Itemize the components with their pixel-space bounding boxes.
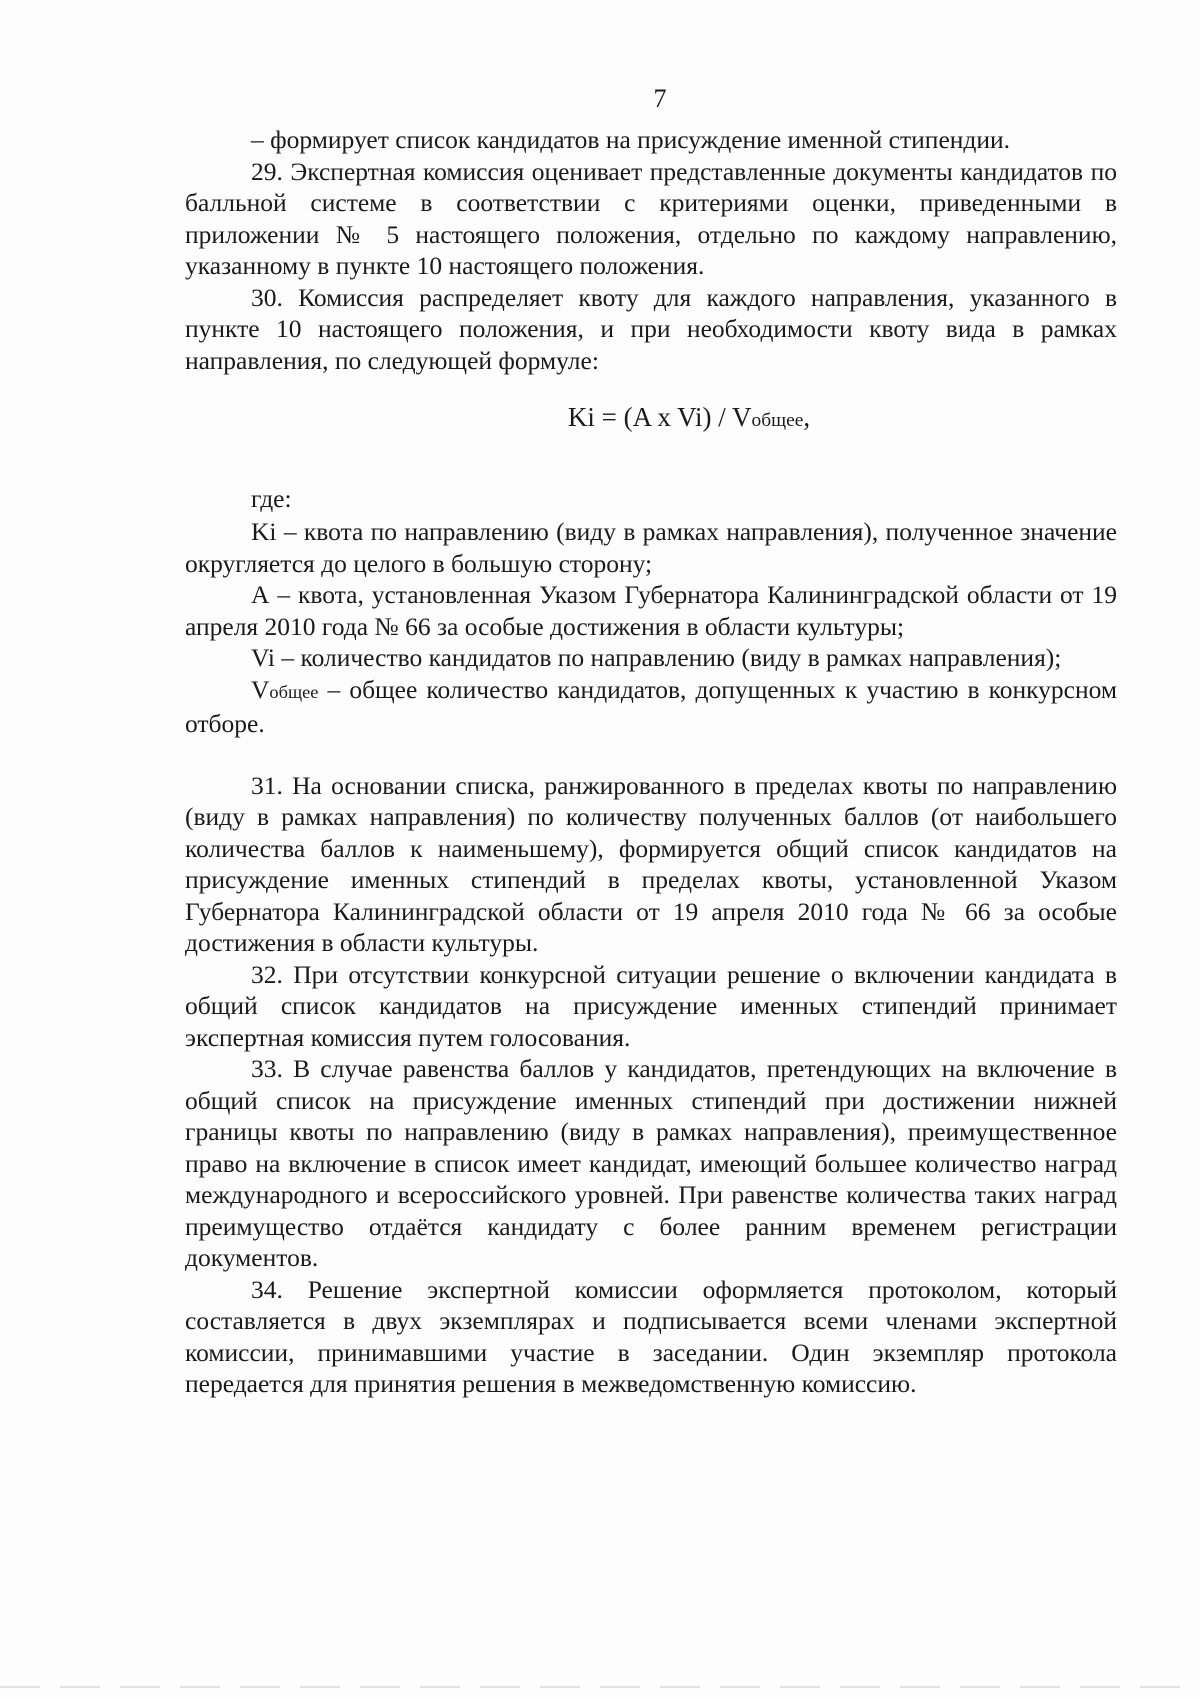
- paragraph-34: 34. Решение экспертной комиссии оформляется протоколом, который составляется в двух экземплярах и подписывается всеми членами экспертной комиссии, принимавшими участие в заседании. Один экземпляр протокола передается для принятия решения в межведомственную комиссию.: [185, 1274, 1117, 1398]
- paragraph-gap: [185, 740, 1117, 770]
- quota-formula: [185, 402, 1117, 437]
- definition-vobshee: [185, 674, 1117, 740]
- definition-vi: Vi – количество кандидатов по направлению (виду в рамках направления);: [251, 643, 1062, 672]
- paragraph-29: 29. Экспертная комиссия оценивает представленные документы кандидатов по балльной системе в соответствии с критериями оценки, приведенными в приложении № 5 настоящего положения, отдельно по каждому направлению, указанному в пункте 10 настоящего положения.: [185, 156, 1117, 280]
- vobshee-subscript: общее: [269, 681, 319, 702]
- paragraph-30: 30. Комиссия распределяет квоту для каждого направления, указанного в пункте 10 настоящего положения, и при необходимости квоту вида в рамках направления, по следующей формуле:: [185, 282, 1117, 375]
- definition-a: А – квота, установленная Указом Губернатора Калининградской области от 19 апреля 2010 года № 66 за особые достижения в области культуры;: [185, 580, 1117, 641]
- formula-subscript: общее: [751, 410, 804, 431]
- paragraph-31: 31. На основании списка, ранжированного в пределах квоты по направлению (виду в рамках направления) по количеству полученных баллов (от наибольшего количества баллов к наименьшему), формируется общий список кандидатов на присуждение именных стипендий в пределах квоты, установленной Указом Губернатора Калининградской области от 19 апреля 2010 года № 66 за особые достижения в области культуры.: [185, 770, 1117, 957]
- vobshee-symbol: V: [251, 674, 270, 704]
- page-number: 7: [653, 84, 667, 113]
- paragraph-33: 33. В случае равенства баллов у кандидатов, претендующих на включение в общий список на присуждение именных стипендий при достижении нижней границы квоты по направлению (виду в рамках направления), преимущественное право на включение в список имеет кандидат, имеющий большее количество наград международного и всероссийского уровней. При равенстве количества таких наград преимущество отдаётся кандидату с более ранним временем регистрации документов.: [185, 1054, 1117, 1272]
- where-label: где:: [251, 483, 292, 513]
- document-body: [185, 124, 1117, 1400]
- paragraph-32: 32. При отсутствии конкурсной ситуации решение о включении кандидата в общий список кандидатов на присуждение именных стипендий принимает экспертная комиссия путем голосования.: [185, 959, 1117, 1052]
- scan-artifact-line: [0, 1686, 1200, 1688]
- formula-tail: ,: [803, 402, 811, 432]
- list-item-dash: – формирует список кандидатов на присуждение именной стипендии.: [251, 125, 1011, 154]
- definition-ki: Ki – квота по направлению (виду в рамках направления), полученное значение округляется до целого в большую сторону;: [185, 517, 1117, 578]
- formula-main: Ki = (A x Vi) / V: [567, 402, 752, 432]
- vobshee-text: – общее количество кандидатов, допущенных к участию в конкурсном отборе.: [185, 674, 1117, 738]
